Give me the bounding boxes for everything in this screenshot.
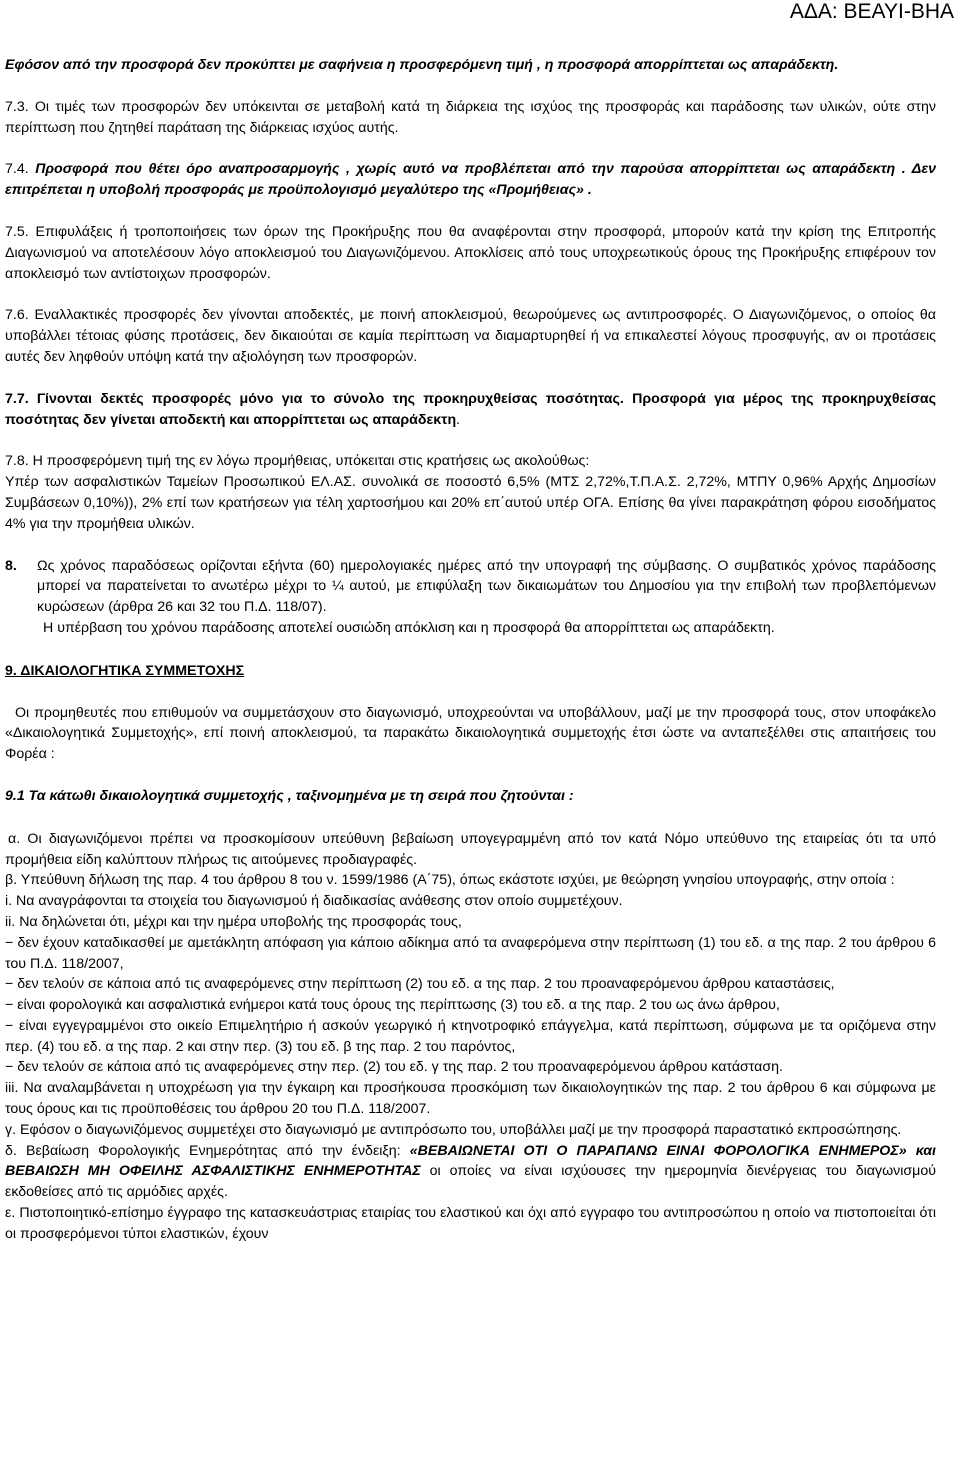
item-b-ii-dash-3: − είναι φορολογικά και ασφαλιστικά ενήμεροι κατά τους όρους της περίπτωσης (3) του εδ. α της παρ. 2 του ως άνω άρθρου, (5, 997, 780, 1014)
paragraph-7-4-text: Προσφορά που θέτει όρο αναπροσαρμογής , χωρίς αυτό να προβλέπεται από την παρούσα απορρίπτεται ως απαράδεκτη . Δεν επιτρέπεται η υποβολή προσφοράς με προϋπολογισμό μεγαλύτερο της «Προμήθειας» . (5, 161, 936, 199)
section-9-heading: 9. ΔΙΚΑΙΟΛΟΓΗΤΙΚΑ ΣΥΜΜΕΤΟΧΗΣ (5, 662, 245, 679)
item-g: γ. Εφόσον ο διαγωνιζόμενος συμμετέχει στο διαγωνισμό με αντιπρόσωπο του, υποβάλλει μαζί με την προσφορά παραστατικό εκπροσώπησης. (5, 1121, 902, 1138)
item-d-validity: οι οποίες να είναι ισχύουσες την ημερομηνία διενέργειας του διαγωνισμού εκδοθείσες από τις αρμόδιες αρχές. (5, 1163, 936, 1201)
paragraph-7-7-text: 7.7. Γίνονται δεκτές προσφορές μόνο για το σύνολο της προκηρυχθείσας ποσότητας. Προσφορά για μέρος της προκηρυχθείσας ποσότητας δεν γίνεται αποδεκτή και απορρίπτεται ως απαράδεκτη (5, 390, 936, 428)
item-b-iii: iii. Να αναλαμβάνεται η υποχρέωση για την έγκαιρη και προσήκουσα προσκόμιση των δικαιολογητικών της παρ. 2 του άρθρου 6 και σύμφωνα με τους όρους και τις προϋποθέσεις του άρθρου 20 του Π.Δ. 118/2007. (5, 1080, 936, 1118)
paragraph-7-6: 7.6. Εναλλακτικές προσφορές δεν γίνονται αποδεκτές, με ποινή αποκλεισμού, θεωρούμενες ως αντιπροσφορές. Ο Διαγωνιζόμενος, ο οποίος θα υποβάλλει τέτοιας φύσης προτάσεις, δεν δικαιούται σε καμία περίπτωση να διαμαρτυρηθεί ή να επικαλεστεί λόγους προσφυγής, αν οι προτάσεις αυτές δεν ληφθούν υπόψη κατά την αξιολόγηση των προσφορών. (5, 307, 936, 365)
section-8 (5, 556, 936, 618)
section-8-number: 8. (5, 557, 17, 574)
paragraph-7-8-intro: 7.8. Η προσφερόμενη τιμή της εν λόγω προμήθειας, υπόκειται στις κρατήσεις ως ακολούθως: (5, 453, 590, 470)
item-a: α. Οι διαγωνιζόμενοι πρέπει να προσκομίσουν υπεύθυνη βεβαίωση υπογεγραμμένη από τον κατά Νόμο υπεύθυνο της εταιρείας ότι τα υπό προμήθεια είδη καλύπτουν πλήρως τις αιτούμενες προδιαγραφές. (5, 830, 936, 868)
section-8-text: Ως χρόνος παραδόσεως ορίζονται εξήντα (60) ημερολογιακές ημέρες από την υπογραφή της σύμβασης. Ο συμβατικός χρόνος παράδοσης μπορεί να παρατείνεται το ανωτέρω μέχρι το ¼ αυτού, με επιφύλαξη των δικαιωμάτων του Δημοσίου για την επιβολή των προβλεπόμενων κυρώσεων (άρθρα 26 και 32 του Π.Δ. 118/07). (37, 557, 936, 616)
paragraph-7-5: 7.5. Επιφυλάξεις ή τροποποιήσεις των όρων της Προκήρυξης που θα αναφέρονται στην προσφορά, μπορούν κατά την κρίση της Επιτροπής Διαγωνισμού να αποτελέσουν λόγο αποκλεισμού του Διαγωνιζόμενου. Αποκλίσεις από τους υποχρεωτικούς όρους της Προκήρυξης επιφέρουν τον αποκλεισμό των αντίστοιχων προσφορών. (5, 223, 936, 282)
paragraph-7-7-end: . (456, 411, 461, 428)
section-9-1-heading: 9.1 Τα κάτωθι δικαιολογητικά συμμετοχής , ταξινομημένα με τη σειρά που ζητούνται : (5, 787, 574, 804)
item-d-intro: δ. Βεβαίωση Φορολογικής Ενημερότητας από την ένδειξη: (5, 1142, 410, 1159)
item-b-ii: ii. Να δηλώνεται ότι, μέχρι και την ημέρα υποβολής της προσφοράς τους, (5, 913, 462, 930)
document-body (5, 55, 936, 1245)
item-b-ii-dash-5: − δεν τελούν σε κάποια από τις αναφερόμενες στην περ. (2) του εδ. γ της παρ. 2 του προαναφερόμενου άρθρου κατάσταση. (5, 1059, 783, 1076)
paragraph-number: 7.4. (5, 161, 29, 178)
section-8-text2 (5, 618, 936, 639)
section-9-intro: Οι προμηθευτές που επιθυμούν να συμμετάσχουν στο διαγωνισμό, υποχρεούνται να υποβάλλουν, μαζί με την προσφορά τους, στον υποφάκελο «Δικαιολογητικά Συμμετοχής», επί ποινή αποκλεισμού, τα παρακάτω δικαιολογητικά συμμετοχής έτσι ώστε να ανταπεξέλθει στις απαιτήσεις του Φορέα : (5, 704, 936, 763)
paragraph-7-8-detail: Υπέρ των ασφαλιστικών Ταμείων Προσωπικού ΕΛ.ΑΣ. συνολικά σε ποσοστό 6,5% (ΜΤΣ 2,72%,Τ.Π.Α.Σ. 2,72%, ΜΤΠΥ 0,96% Αρχής Δημοσίων Συμβάσεων 0,10%)), 2% επί των κρατήσεων για τέλη χαρτοσήμου και 20% επ΄αυτού υπέρ ΟΓΑ. Επίσης θα γίνει παρακράτηση φόρου εισοδήματος 4% για την προμήθεια υλικών. (5, 474, 936, 532)
paragraph-7-7 (5, 389, 936, 431)
item-b-ii-dash-2: − δεν τελούν σε κάποια από τις αναφερόμενες στην περίπτωση (2) του εδ. α της παρ. 2 του προαναφερόμενου άρθρου καταστάσεις, (5, 976, 835, 993)
item-e: ε. Πιστοποιητικό-επίσημο έγγραφο της κατασκευάστριας εταιρίας του ελαστικού και όχι από εγγραφο του αντιπροσώπου η οποίο να πιστοποιείται ότι οι προσφερόμενοι τύποι ελαστικών, έχουν (5, 1205, 936, 1242)
ada-code: ΑΔΑ: ΒΕΑΥΙ-ΒΗΑ (789, 0, 954, 23)
item-b-i: i. Να αναγράφονται τα στοιχεία του διαγωνισμού ή διαδικασίας ανάθεσης στον οποίο συμμετέχουν. (5, 893, 623, 910)
paragraph-7-3: 7.3. Οι τιμές των προσφορών δεν υπόκεινται σε μεταβολή κατά τη διάρκεια της ισχύος της προσφοράς και παράδοσης των υλικών, ούτε στην περίπτωση που ζητηθεί παράταση της διάρκειας ισχύος αυτής. (5, 98, 936, 136)
item-b: β. Υπεύθυνη δήλωση της παρ. 4 του άρθρου 8 του ν. 1599/1986 (Α΄75), όπως εκάστοτε ισχύει, με θεώρηση γνησίου υπογραφής, στην οποία : (5, 872, 895, 889)
paragraph-rejection-clause: Εφόσον από την προσφορά δεν προκύπτει με σαφήνεια η προσφερόμενη τιμή , η προσφορά απορρίπτεται ως απαράδεκτη. (5, 57, 839, 73)
item-d-certificates: «ΒΕΒΑΙΩΝΕΤΑΙ ΟΤΙ Ο ΠΑΡΑΠΑΝΩ ΕΙΝΑΙ ΦΟΡΟΛΟΓΙΚΑ ΕΝΗΜΕΡΟΣ» και ΒΕΒΑΙΩΣΗ ΜΗ ΟΦΕΙΛΗΣ ΑΣΦΑΛΙΣΤΙΚΗΣ ΕΝΗΜΕΡΟΤΗΤΑΣ (5, 1142, 936, 1180)
section-8-text2-content: Η υπέρβαση του χρόνου παράδοσης αποτελεί ουσιώδη απόκλιση και η προσφορά θα απορρίπτεται ως απαράδεκτη. (43, 619, 775, 636)
item-d (5, 1141, 936, 1203)
item-b-ii-dash-1: − δεν έχουν καταδικασθεί με αμετάκλητη απόφαση για κάποιο αδίκημα από τα αναφερόμενα στην περίπτωση (1) του εδ. α της παρ. 2 του άρθρου 6 του Π.Δ. 118/2007, (5, 934, 936, 972)
item-b-ii-dash-4: − είναι εγγεγραμμένοι στο οικείο Επιμελητήριο ή ασκούν γεωργικό ή κτηνοτροφικό επάγγελμα, κατά περίπτωση, σύμφωνα με τα οριζόμενα στην περ. (4) του εδ. α της παρ. 2 και στην περ. (3) του εδ. β της παρ. 2 του παρόντος, (5, 1017, 936, 1055)
paragraph-7-4 (5, 159, 936, 201)
